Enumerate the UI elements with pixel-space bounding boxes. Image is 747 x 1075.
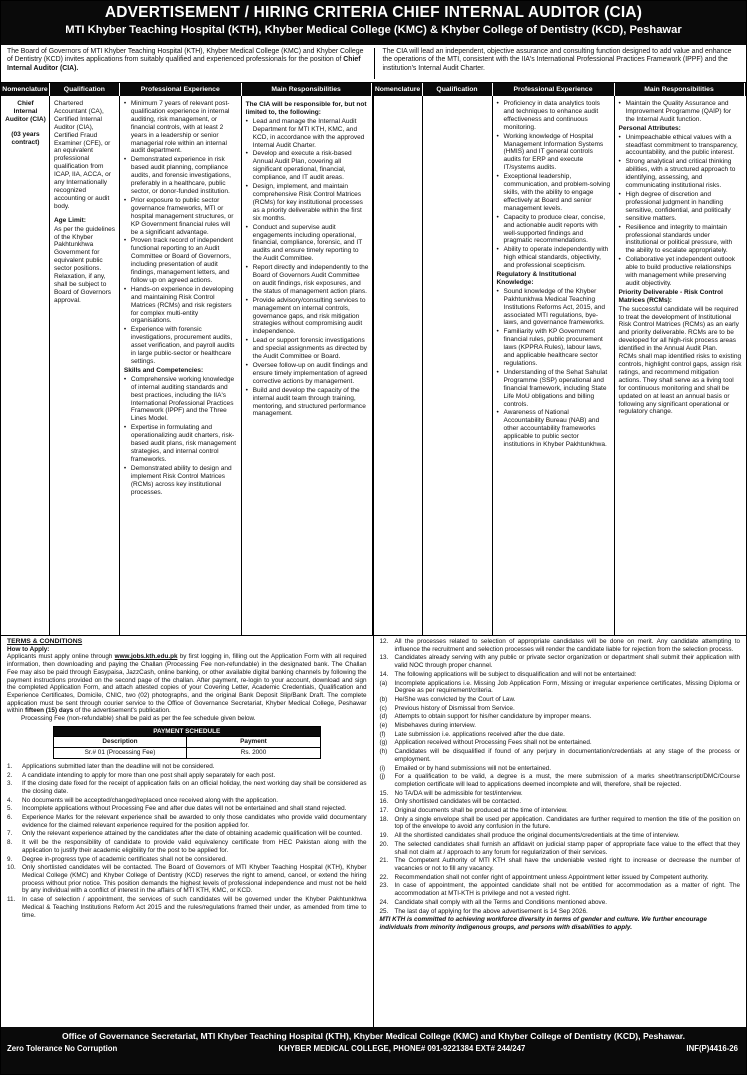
terms-item-text: Only the relevant experience attained by the candidates after the date of obtaining academic qualification will be counted. [22, 830, 362, 838]
terms-item [380, 841, 741, 856]
footer-banner [1, 1027, 746, 1074]
skills-item: • Demonstrated ability to design and implement Risk Control Matrices (RCMs) across key institutional processes. [124, 465, 238, 497]
terms-item-text: All the shortlisted candidates shall produce the original documents/credentials at the time of interview. [394, 832, 680, 840]
personal-attribute-item: • High degree of discretion and professional judgment in handling sensitive, confidential, and politically sensitive matters. [619, 191, 742, 223]
table-header [1, 83, 372, 96]
criteria-table [1, 83, 746, 635]
position-name: Chief Internal Auditor (CIA) [5, 100, 46, 123]
payment-row-amount: Rs. 2000 [240, 749, 267, 757]
experience-list-continued [497, 100, 611, 270]
terms-item-number: 25. [379, 907, 389, 915]
terms-item [380, 773, 741, 788]
payment-row-description: Sr.# 01 (Processing Fee) [54, 748, 188, 758]
terms-item-text: The selected candidates shall furnish an affidavit on judicial stamp paper of appropriate face value to the effect that they shall not claim at / approach to any forum for regularization of their services. [394, 840, 740, 856]
terms-item-number: 14. [379, 670, 389, 678]
experience-cell [120, 96, 242, 635]
header-responsibilities: Main Responsibilities [615, 83, 745, 96]
apply-text-a: Applicants must apply online through [7, 653, 115, 661]
terms-item [380, 816, 741, 831]
intro-position: Chief Internal Auditor (CIA). [7, 56, 361, 72]
responsibility-item: • Report directly and independently to the Board of Governors Audit Committee on audit findings, risk exposures, and the status of management action plans. [246, 264, 369, 296]
terms-left-list [7, 763, 367, 919]
responsibilities-label: The CIA will be responsible for, but not limited to, the following: [245, 101, 367, 116]
terms-item-text: Application received without Processing Fees shall not be entertained. [394, 739, 592, 747]
terms-item-number: 15. [379, 789, 389, 797]
terms-item-text: Only shortlisted candidates will be contacted. [394, 798, 522, 806]
terms-item [7, 797, 367, 805]
qualification-cell-empty [423, 96, 493, 635]
terms-item [380, 713, 741, 721]
personal-attribute-item: • Collaborative yet independent outlook able to build productive relationships with management while preserving audit objectivity. [619, 256, 742, 288]
payment-schedule-title: PAYMENT SCHEDULE [54, 727, 320, 737]
terms-item-number: 2. [7, 771, 13, 779]
personal-attribute-item: • Strong analytical and critical thinking abilities, with a structured approach to identifying, assessing, and communicating institutional risks. [619, 158, 742, 190]
terms-item-text: The following applications will be subject to disqualification and will not be entertained: [394, 670, 637, 678]
responsibility-item: • Build and develop the capacity of the internal audit team through training, mentoring, and structured performance management. [246, 387, 369, 419]
terms-item-number: (i) [379, 764, 386, 772]
qualification-text: Chartered Accountant (CA), Certified Internal Auditor (CIA), Certified Fraud Examiner (CFE), or an equivalent professional qualification from ICAP, IIA, ACCA, or any Internationally recognized accounting or audit body. [53, 100, 111, 210]
table-header [374, 83, 747, 96]
terms-item-number: 24. [379, 898, 389, 906]
terms-right-list [380, 638, 741, 915]
terms-item-text: No documents will be accepted/changed/replaced once received along with the application. [22, 796, 279, 804]
intro-left [7, 48, 375, 79]
terms-item-text: Late submission i.e. applications received after the due date. [394, 730, 565, 738]
terms-item-text: For a qualification to be valid, a degree is a must, the mere submission of a marks sheet/transcript/DMC/Course completion certificate will lead to applications deemed incomplete and will, therefore, shall be rejected. [394, 773, 740, 788]
terms-item [380, 671, 741, 679]
experience-item: • Proficiency in data analytics tools and techniques to enhance audit effectiveness and continuous monitoring. [497, 100, 611, 132]
terms-item-number: 1. [7, 762, 13, 770]
terms-item [7, 839, 367, 854]
payment-schedule-row [54, 747, 320, 758]
age-limit-label: Age Limit: [53, 216, 86, 224]
terms-item [380, 790, 741, 798]
nomenclature-cell-empty [374, 96, 423, 635]
page-title: ADVERTISEMENT / HIRING CRITERIA CHIEF INTERNAL AUDITOR (CIA) [104, 4, 643, 21]
terms-item [380, 680, 741, 695]
responsibilities-list-continued [619, 100, 742, 124]
priority-deliverable-label: Priority Deliverable - Risk Control Matrices (RCMs): [618, 288, 723, 304]
terms-item [380, 731, 741, 739]
responsibility-item: • Maintain the Quality Assurance and Improvement Programme (QAIP) for the Internal Audit function. [619, 100, 742, 124]
header-nomenclature: Nomenclature [1, 83, 50, 96]
regulatory-item: • Sound knowledge of the Khyber Pakhtunkhwa Medical Teaching Institutions Reforms Act, 2015, and associated MTI regulations, bye-laws, and governance frameworks. [497, 288, 611, 328]
terms-item [7, 805, 367, 813]
apply-url-link[interactable]: www.jobs.kth.edu.pk [114, 653, 178, 661]
terms-item-text: Only shortlisted candidates will be contacted. The Board of Governors of MTI Khyber Teaching Hospital (KTH), Khyber Medical College (KMC) and Khyber College of Dentistry (KCD) reserves the right to amend, cancel, or extend the hiring process without prior notice. This position demands the highest levels of professional independence and must not be held by any individual with a conflict of interest in the affairs of MTI KTH, KMC, or KCD. [22, 864, 367, 895]
terms-item-number: 8. [7, 839, 13, 847]
how-to-apply-text [7, 653, 367, 715]
payment-col-payment: Payment [240, 738, 267, 746]
terms-item-text: In case of appointment, the appointed candidate shall not be entitled for accommodation as a matter of right. The accommodation at MTI-KTH is privilege and not a vested right. [394, 882, 740, 898]
apply-days: fifteen (15) days [24, 707, 74, 715]
experience-item: • Capacity to produce clear, concise, and actionable audit reports with well-supported findings and pragmatic recommendations. [497, 214, 611, 246]
responsibilities-cell [242, 96, 372, 635]
nomenclature-cell [1, 96, 50, 635]
header-experience: Professional Experience [493, 83, 615, 96]
personal-attribute-item: • Resilience and integrity to maintain professional standards under institutional or political pressure, with the ability to escalate appropriately. [619, 224, 742, 256]
terms-item-text: Recommendation shall not confer right of appointment unless Appointment letter issued by Competent authority. [394, 873, 709, 881]
terms-item-number: (d) [379, 713, 388, 721]
experience-item: • Exceptional leadership, communication, and problem-solving skills, with the ability to engage effectively at Board and senior management levels. [497, 173, 611, 213]
payment-col-description: Description [54, 737, 188, 747]
responsibility-item: • Design, implement, and maintain comprehensive Risk Control Matrices (RCMs) for key institutional processes as a priority deliverable within the first six months. [246, 183, 369, 223]
terms-item [7, 772, 367, 780]
terms-item [380, 798, 741, 806]
criteria-table-right [374, 83, 747, 635]
footer-bottom-row [1, 1041, 746, 1053]
terms-item-text: In case of selection / appointment, the services of such candidates will be governed under the Khyber Pakhtunkhwa Medical & Teaching Institutions Reform Act 2015 and the rules/regulations framed their under, as amended from time to time. [22, 896, 367, 919]
experience-item: • Demonstrated experience in risk based audit planning, compliance audits, and forensic investigations, preferably in a healthcare, public sector, or donor-funded institution. [124, 156, 238, 196]
closing-note: MTI KTH is committed to achieving workforce diversity in terms of gender and culture. We further encourage individuals from minority indigenous groups, and persons with disabilities to apply. [379, 916, 707, 931]
terms-item-number: (f) [379, 730, 386, 738]
terms-item-number: 13. [379, 654, 389, 662]
terms-item [380, 899, 741, 907]
terms-item [7, 856, 367, 864]
experience-cell-continued [493, 96, 615, 635]
terms-item [7, 896, 367, 919]
terms-item [380, 748, 741, 763]
terms-item-number: (e) [379, 722, 388, 730]
skills-label: Skills and Competencies: [123, 366, 204, 374]
terms-item-text: Attempts to obtain support for his/her candidature by improper means. [394, 713, 592, 721]
apply-text-b: by first logging in, filling out the Application Form with all required information, then downloading and paying the Challan (Processing Fee non-refundable) in the designated bank. The Challan Fee may also be paid through Easypaisa, JazzCash, online banking, or other available digital banking channels by following the payment instructions provided on the second page of the challan. After payment, re-login to your account, download and sign the completed Application Form, and attach attested copies of your Covering Letter, Academic Credentials, Qualification and Experience Certificates, Domicile, CNIC, two (02) photographs, and the original Bank Deposit Slip/Bank Draft. The complete application must be sent through courier service to the Office of Governance Secretariat, Khyber Medical College, Peshawar within [7, 653, 367, 715]
apply-text-c: of the advertisement's publication. [73, 707, 171, 715]
terms-item-text: Candidate shall comply with all the Terms and Conditions mentioned above. [394, 898, 608, 906]
terms-item-text: Only a single envelope shall be used per application. Candidates are further required to mention the title of the position on top of the envelope to avoid any confusion in the future. [394, 815, 740, 831]
terms-item [380, 696, 741, 704]
terms-item-number: 22. [379, 873, 389, 881]
priority-text-1: The successful candidate will be required to treat the development of Institutional Risk Control Matrices (RCMs) as an early and priority deliverable. RCMs are to be developed for all high-risk process areas identified in the Annual Audit Plan. [618, 305, 739, 353]
terms-item-number: 18. [379, 815, 389, 823]
terms-item [380, 832, 741, 840]
terms-item-number: 3. [7, 780, 13, 788]
footer-contact: KHYBER MEDICAL COLLEGE, PHONE# 091-9221384 EXT# 244/247 [278, 1044, 526, 1053]
footer-ref-number: INF(P)4416-26 [686, 1044, 738, 1053]
payment-schedule-table [53, 726, 321, 759]
terms-item-text: The last day of applying for the above advertisement is 14 Sep 2026. [394, 907, 588, 915]
payment-schedule-header-row [54, 736, 320, 747]
terms-item-number: (j) [379, 773, 386, 781]
responsibility-item: • Lead and manage the Internal Audit Department for MTI KTH, KMC, and KCD, in accordance with the approved Internal Audit Charter. [246, 118, 369, 150]
terms-item-text: Misbehaves during interview. [394, 722, 476, 730]
terms-item-text: Previous history of Dismissal from Service. [394, 704, 515, 712]
terms-item-number: 17. [379, 807, 389, 815]
page-subtitle: MTI Khyber Teaching Hospital (KTH), Khyber Medical College (KMC) & Khyber College of Dentistry (KCD), Peshawar [65, 24, 682, 36]
regulatory-item: • Familiarity with KP Government financial rules, public procurement laws (KPPRA Rules), labour laws, and applicable healthcare sector regulations. [497, 328, 611, 368]
terms-right-column [374, 636, 747, 1027]
terms-left-column [1, 636, 374, 1027]
terms-item-number: 7. [7, 830, 13, 838]
terms-item [7, 780, 367, 795]
terms-item [7, 814, 367, 829]
responsibility-item: • Oversee follow-up on audit findings and ensure timely implementation of agreed corrective actions by management. [246, 362, 369, 386]
table-row [1, 96, 372, 635]
experience-list [124, 100, 238, 366]
terms-item-number: (c) [379, 704, 387, 712]
terms-item-text: It will be the responsibility of candidate to provide valid equivalency certificate from HEC Pakistan along with the application to justify their academic eligibility for the post to be applied for. [22, 839, 367, 854]
terms-item-number: 20. [379, 840, 389, 848]
regulatory-item: • Understanding of the Sehat Sahulat Programme (SSP) operational and financial framework, including State Life MoU obligations and billing controls. [497, 369, 611, 409]
terms-item-text: Original documents shall be produced at the time of interview. [394, 807, 568, 815]
terms-item-number: (h) [379, 748, 388, 756]
skills-item: • Comprehensive working knowledge of internal auditing standards and best practices, including the IIA's International Professional Practices Framework (IPPF) and the Three Lines Model. [124, 376, 238, 423]
terms-item-text: Applications submitted later than the deadline will not be considered. [22, 762, 215, 770]
experience-item: • Ability to operate independently with high ethical standards, objectivity, and professional scepticism. [497, 246, 611, 270]
table-row [374, 96, 747, 635]
terms-item [380, 765, 741, 773]
terms-item [380, 654, 741, 669]
terms-item [7, 864, 367, 895]
header-banner [1, 1, 746, 45]
experience-item: • Experience with forensic investigations, procurement audits, asset verification, and payroll audits in large public-sector or healthcare settings. [124, 326, 238, 366]
responsibilities-cell-continued [615, 96, 745, 635]
personal-attributes-list [619, 134, 742, 288]
terms-item-text: Emailed or by hand submissions will not be entertained. [394, 764, 552, 772]
footer-slogan: Zero Tolerance No Corruption [7, 1044, 118, 1053]
experience-item: • Proven track record of independent functional reporting to an Audit Committee or Board of Governors, including presentation of audit findings, management letters, and follow up on agreed actions. [124, 237, 238, 284]
responsibilities-list [246, 118, 369, 419]
terms-item-number: 23. [379, 882, 389, 890]
header-nomenclature: Nomenclature [374, 83, 423, 96]
terms-item-text: All the processes related to selection of appropriate candidates will be done on merit. Any candidate attempting to influence the recruitment and selection processes will render the candidate liable for rejection from the selection process. [394, 638, 740, 653]
terms-item [7, 763, 367, 771]
regulatory-list [497, 288, 611, 449]
skills-list [124, 376, 238, 497]
how-to-apply-label: How to Apply: [7, 645, 50, 653]
responsibility-item: • Provide advisory/consulting services to management on internal controls, governance gaps, and risk mitigation strategies without compromising audit independence. [246, 297, 369, 337]
intro-right: The CIA will lead an independent, objective assurance and consulting function designed to add value and enhance the operations of the MTI, consistent with the IIA's International Professional Practices Framework (IPPF) and the institution's Internal Audit Charter. [382, 48, 732, 72]
terms-item-text: A candidate intending to apply for more than one post shall apply separately for each post. [22, 771, 276, 779]
terms-item-number: 4. [7, 796, 13, 804]
terms-item-text: If the closing date fixed for the receipt of application falls on an official holiday, the next working day shall be considered as the closing date. [22, 780, 367, 795]
terms-item [380, 705, 741, 713]
terms-item-text: Degree in-progress type of academic certificates shall not be considered. [22, 855, 227, 863]
terms-item-number: 5. [7, 805, 13, 813]
terms-item-text: He/She was convicted by the Court of Law. [394, 695, 516, 703]
terms-item-number: 21. [379, 857, 389, 865]
terms-item [380, 722, 741, 730]
responsibility-item: • Develop and execute a risk-based Annual Audit Plan, covering all significant operational, financial, compliance, and IT audit areas. [246, 150, 369, 182]
terms-item-text: Incomplete applications without Processing Fee and after due dates will not be entertained and shall stand rejected. [22, 805, 347, 813]
footer-address: Office of Governance Secretariat, MTI Khyber Teaching Hospital (KTH), Khyber Medical College (KMC) and Khyber College of Dentistry (KCD), Peshawar. [61, 1031, 685, 1041]
terms-item [7, 830, 367, 838]
fee-note: Processing Fee (non-refundable) shall be paid as per the fee schedule given below. [21, 715, 256, 723]
terms-item-text: No TA/DA will be admissible for test/interview. [394, 789, 523, 797]
experience-item: • Prior exposure to public sector governance frameworks, MTI or hospital management structures, or KP Government financial rules will be a significant advantage. [124, 197, 238, 237]
intro-section [1, 45, 746, 83]
skills-item: • Expertise in formulating and operationalizing audit charters, risk-based audit plans, risk management strategies, and internal control frameworks. [124, 424, 238, 464]
terms-item-number: (g) [379, 739, 388, 747]
terms-item-text: Candidates already serving with any public or private sector organization or department shall submit their application with valid NOC through proper channel. [394, 654, 740, 670]
terms-item-number: 10. [7, 864, 16, 872]
terms-item-number: 6. [7, 814, 13, 822]
terms-item-number: (b) [379, 695, 388, 703]
terms-item-number: 9. [7, 855, 13, 863]
header-responsibilities: Main Responsibilities [242, 83, 372, 96]
terms-item [380, 807, 741, 815]
terms-item-text: Experience Marks for the relevant experience shall be awarded to only those candidates who provide valid documentary evidence for the claimed relevant experience required for the position applied for. [22, 814, 367, 829]
terms-item-number: 12. [379, 638, 389, 645]
terms-item-text: The Competent Authority of MTI KTH shall have the undeniable vested right to increase or decrease the number of vacancies or not to fill any vacancy. [394, 857, 740, 872]
terms-item [380, 874, 741, 882]
terms-item-text: Candidates will be disqualified if found of any perjury in documentation/credentials at any stage of the process or employment. [394, 748, 740, 763]
experience-item: • Minimum 7 years of relevant post-qualification experience in internal auditing, risk management, or financial controls, with at least 2 years in a leadership or senior managerial role within an internal audit department. [124, 100, 238, 155]
personal-attribute-item: • Unimpeachable ethical values with a steadfast commitment to transparency, accountability, and the public interest. [619, 134, 742, 158]
terms-item-number: 11. [7, 896, 16, 904]
terms-item [380, 739, 741, 747]
terms-item [380, 857, 741, 872]
regulatory-item: • Awareness of National Accountability Bureau (NAB) and other accountability frameworks applicable to public sector institutions in Khyber Pakhtunkhwa. [497, 409, 611, 449]
priority-text-2: RCMs shall map identified risks to existing controls, highlight control gaps, assign risk ratings, and recommend mitigation actions. They shall serve as a living tool for continuous monitoring and shall be updated on at least an annual basis or following any significant operational or regulatory change. [618, 353, 742, 416]
header-qualification: Qualification [50, 83, 120, 96]
criteria-table-left [1, 83, 374, 635]
terms-item-number: (a) [379, 679, 388, 687]
experience-item: • Working knowledge of Hospital Management Information Systems (HMIS) and IT general controls audits for ERP and execute IT/systems audits. [497, 133, 611, 173]
header-qualification: Qualification [423, 83, 493, 96]
terms-item-text: Incomplete applications i.e. Missing Job Application Form, Missing or irregular experience certificates, Missing Diploma or Degree as per requirement/criteria. [394, 679, 740, 695]
terms-item [380, 882, 741, 897]
intro-left-text: The Board of Governors of MTI Khyber Teaching Hospital (KTH), Khyber Medical College (KMC) and Khyber College of Dentistry (KCD) invites applications from suitably qualified and experienced professionals for the position of [7, 48, 364, 64]
regulatory-label: Regulatory & Institutional Knowledge: [496, 271, 577, 286]
experience-item: • Hands-on experience in developing and maintaining Risk Control Matrices (RCMs) and risk registers for complex multi-entity organisations. [124, 286, 238, 326]
personal-attributes-label: Personal Attributes: [618, 124, 681, 132]
terms-section [1, 635, 746, 1027]
responsibility-item: • Conduct and supervise audit engagements including operational, financial, compliance, forensic, and IT audits and ensure timely reporting to the Audit Committee. [246, 224, 369, 264]
header-experience: Professional Experience [120, 83, 242, 96]
terms-item [380, 908, 741, 916]
qualification-cell [50, 96, 120, 635]
age-limit-text: As per the guidelines of the Khyber Pakhtunkhwa Government for equivalent public sector positions. Relaxation, if any, shall be subject to Board of Governors approval. [53, 225, 116, 304]
terms-title: TERMS & CONDITIONS [7, 638, 83, 645]
terms-item-number: 19. [379, 832, 389, 840]
terms-item-number: 16. [379, 798, 389, 806]
responsibility-item: • Lead or support forensic investigations and special assignments as directed by the Audit Committee or Board. [246, 337, 369, 361]
contract-term: (03 years contract) [11, 130, 40, 146]
terms-item [380, 638, 741, 653]
